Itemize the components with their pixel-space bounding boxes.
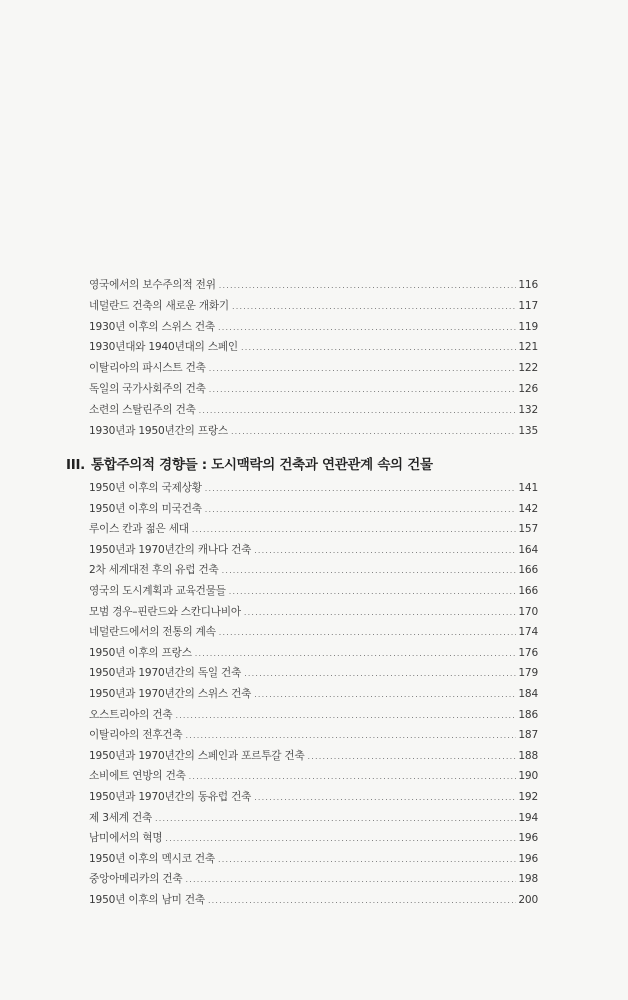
toc-entry-page-number: 157	[518, 523, 538, 536]
section-heading	[66, 453, 433, 473]
toc-entry	[89, 320, 538, 335]
toc-entry-title: 1930년 이후의 스위스 건축	[89, 320, 215, 333]
toc-entry	[89, 543, 538, 558]
toc-entry-page-number: 188	[518, 749, 538, 762]
toc-entry-title: 1950년 이후의 국제상황	[89, 482, 202, 494]
toc-entry-title: 소련의 스탈린주의 건축	[89, 403, 196, 416]
toc-entry	[89, 749, 538, 764]
dot-leader	[254, 688, 516, 702]
dot-leader	[244, 667, 516, 681]
toc-entry-title: 1950년과 1970년간의 스위스 건축	[89, 688, 252, 700]
section-number: III.	[66, 457, 85, 473]
toc-entry	[89, 424, 538, 439]
dot-leader	[231, 425, 516, 439]
toc-entry-title: 1930년과 1950년간의 프랑스	[89, 424, 228, 437]
dot-leader	[219, 626, 517, 640]
dot-leader	[254, 544, 516, 558]
dot-leader	[195, 647, 517, 661]
toc-entry-page-number: 179	[518, 667, 538, 680]
toc-entry	[89, 811, 538, 826]
dot-leader	[192, 523, 517, 537]
toc-entry-page-number: 126	[518, 383, 538, 395]
dot-leader	[222, 564, 517, 578]
toc-entry	[89, 299, 538, 314]
toc-entry-title: 모범 경우–핀란드와 스칸디나비아	[89, 605, 241, 618]
toc-entry-page-number: 174	[518, 626, 538, 639]
toc-entry	[89, 563, 538, 578]
toc-entry	[89, 790, 538, 805]
dot-leader	[189, 770, 517, 784]
dot-leader	[208, 894, 516, 908]
toc-entry-page-number: 194	[518, 811, 538, 824]
toc-entry-title: 1950년 이후의 남미 건축	[89, 894, 205, 906]
toc-entry	[89, 872, 538, 887]
toc-entry	[89, 522, 538, 537]
toc-entry-title: 1950년과 1970년간의 캐나다 건축	[89, 543, 252, 556]
toc-entry-page-number: 132	[518, 403, 538, 416]
toc-entry	[89, 646, 538, 661]
toc-entry-title: 이탈리아의 파시스트 건축	[89, 362, 206, 375]
toc-entry-page-number: 164	[518, 543, 538, 556]
dot-leader	[205, 503, 517, 517]
toc-entry	[89, 687, 538, 702]
dot-leader	[308, 750, 517, 764]
toc-entry-page-number: 187	[518, 729, 538, 742]
dot-leader	[165, 832, 516, 846]
toc-entry-page-number: 192	[518, 791, 538, 803]
toc-entry	[89, 852, 538, 867]
toc-entry-title: 1950년 이후의 미국건축	[89, 502, 202, 515]
toc-entry-page-number: 190	[518, 770, 538, 783]
toc-entry-title: 1950년과 1970년간의 독일 건축	[89, 667, 242, 680]
toc-entry	[89, 625, 538, 640]
toc-entry-title: 2차 세계대전 후의 유럽 건축	[89, 564, 219, 577]
toc-entry-page-number: 117	[518, 299, 538, 312]
toc-entry	[89, 481, 538, 496]
dot-leader	[209, 383, 517, 397]
toc-entry-title: 네덜란드 건축의 새로운 개화기	[89, 299, 229, 312]
toc-entry-title: 독일의 국가사회주의 건축	[89, 383, 206, 395]
toc-entry-title: 1950년 이후의 멕시코 건축	[89, 852, 215, 865]
toc-entry-page-number: 116	[518, 279, 538, 291]
toc-entry-title: 1950년 이후의 프랑스	[89, 646, 192, 659]
dot-leader	[199, 404, 517, 418]
toc-entry-title: 1950년과 1970년간의 동유럽 건축	[89, 791, 252, 803]
toc-entry	[89, 584, 538, 599]
dot-leader	[155, 812, 516, 826]
toc-entry-title: 1930년대와 1940년대의 스페인	[89, 341, 238, 354]
toc-entry	[89, 382, 538, 397]
toc-entry	[89, 502, 538, 517]
toc-entry	[89, 278, 538, 293]
toc-entry-page-number: 121	[518, 341, 538, 354]
toc-entry-title: 중앙아메리카의 건축	[89, 873, 183, 886]
toc-entry-title: 이탈리아의 전후건축	[89, 729, 183, 742]
dot-leader	[244, 606, 516, 620]
toc-entry	[89, 340, 538, 355]
dot-leader	[219, 279, 517, 293]
dot-leader	[229, 585, 517, 599]
toc-entry-page-number: 166	[518, 564, 538, 577]
toc-entry-page-number: 122	[518, 362, 538, 375]
toc-entry-page-number: 184	[518, 688, 538, 700]
dot-leader	[241, 341, 516, 355]
toc-entry-page-number: 166	[518, 585, 538, 597]
dot-leader	[205, 482, 517, 496]
dot-leader	[254, 791, 516, 805]
toc-entry-title: 남미에서의 혁명	[89, 832, 163, 845]
toc-entry	[89, 605, 538, 620]
toc-entry-page-number: 196	[518, 852, 538, 865]
dot-leader	[175, 709, 516, 723]
dot-leader	[209, 362, 517, 376]
toc-entry-page-number: 119	[518, 320, 538, 333]
toc-entry	[89, 769, 538, 784]
toc-entry-page-number: 170	[518, 605, 538, 618]
dot-leader	[185, 729, 516, 743]
toc-entry-title: 영국에서의 보수주의적 전위	[89, 279, 216, 291]
dot-leader	[218, 853, 516, 867]
toc-entry	[89, 361, 538, 376]
toc-entry	[89, 893, 538, 908]
toc-entry-title: 제 3세계 건축	[89, 811, 153, 824]
toc-entry-title: 네덜란드에서의 전통의 계속	[89, 626, 216, 639]
toc-entry	[89, 728, 538, 743]
toc-entry-page-number: 200	[518, 894, 538, 906]
toc-entry	[89, 831, 538, 846]
dot-leader	[232, 300, 516, 314]
toc-entry-page-number: 186	[518, 708, 538, 721]
toc-entry-title: 소비에트 연방의 건축	[89, 770, 186, 783]
toc-entry	[89, 708, 538, 723]
toc-entry-title: 1950년과 1970년간의 스페인과 포르투갈 건축	[89, 749, 305, 762]
toc-entry-page-number: 142	[518, 502, 538, 515]
toc-entry-page-number: 196	[518, 832, 538, 845]
toc-entry-page-number: 176	[518, 646, 538, 659]
toc-entry-title: 오스트리아의 건축	[89, 708, 173, 721]
toc-entry	[89, 666, 538, 681]
toc-entry-page-number: 141	[518, 482, 538, 494]
toc-entry-title: 영국의 도시계획과 교육건물들	[89, 585, 226, 597]
dot-leader	[218, 321, 516, 335]
toc-entry-page-number: 135	[518, 424, 538, 437]
dot-leader	[185, 873, 516, 887]
toc-entry-title: 루이스 칸과 젊은 세대	[89, 523, 189, 536]
toc-entry-page-number: 198	[518, 873, 538, 886]
section-title: 통합주의적 경향들 : 도시맥락의 건축과 연관관계 속의 건물	[91, 457, 433, 473]
toc-entry	[89, 403, 538, 418]
